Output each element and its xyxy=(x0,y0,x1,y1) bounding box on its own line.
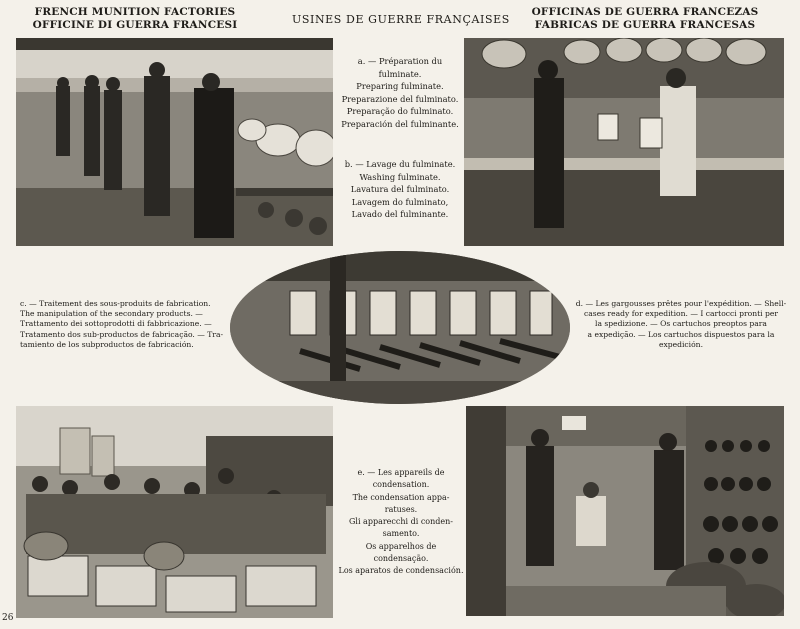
header-portuguese: OFFICINAS DE GUERRA FRANCEZAS xyxy=(531,6,759,18)
caption-e-condensation: e. — Les appareils de condensation. The condensation appa- ratuses. Gli apparecchi di conden- samento. Os apparelhos de condensação. Los aparatos de condensación. xyxy=(338,468,464,576)
caption-b-washing-fulminate: b. — Lavage du fulminate. Washing fulminate. Lavatura del fulminato. Lavagem do fulminato, Lavado del fulminante. xyxy=(344,159,456,219)
header-portuguese-spanish xyxy=(505,6,785,32)
photo-secondary-products xyxy=(230,251,570,404)
photo-condensation-apparatus xyxy=(466,406,784,616)
header-english-italian xyxy=(20,6,250,32)
header-french: USINES DE GUERRE FRANÇAISES xyxy=(292,13,510,26)
page-number: 26 xyxy=(2,613,14,623)
photo-preparing-fulminate xyxy=(16,38,333,246)
caption-a-preparing-fulminate: a. — Préparation du fulminate. Preparing fulminate. Preparazione del fulminato. Preparação do fulminato. Preparación del fulminante. xyxy=(341,56,459,129)
photo-shellcases xyxy=(16,406,333,618)
header-spanish: FABRICAS DE GUERRA FRANCESAS xyxy=(534,19,756,31)
photo-washing-fulminate xyxy=(464,38,784,246)
caption-c-secondary-products: c. — Traitement des sous-produits de fabrication. The manipulation of the secondary products. — Trattamento dei sottoprodotti di fabbricazione. — Tratamento dos sub-productos de fabricação. — Tra- tamiento de los subproductos de fabricación. xyxy=(20,299,224,349)
header-english: FRENCH MUNITION FACTORIES xyxy=(34,6,236,18)
caption-d-shellcases: d. — Les gargousses prêtes pour l'expédition. — Shell- cases ready for expedition. — I cartocci pronti per la spedizione. — Os cartuchos preoptos para a expedição. — Los cartuchos dispuestos para la expedición. xyxy=(575,299,787,349)
header-italian: OFFICINE DI GUERRA FRANCESI xyxy=(32,19,238,31)
